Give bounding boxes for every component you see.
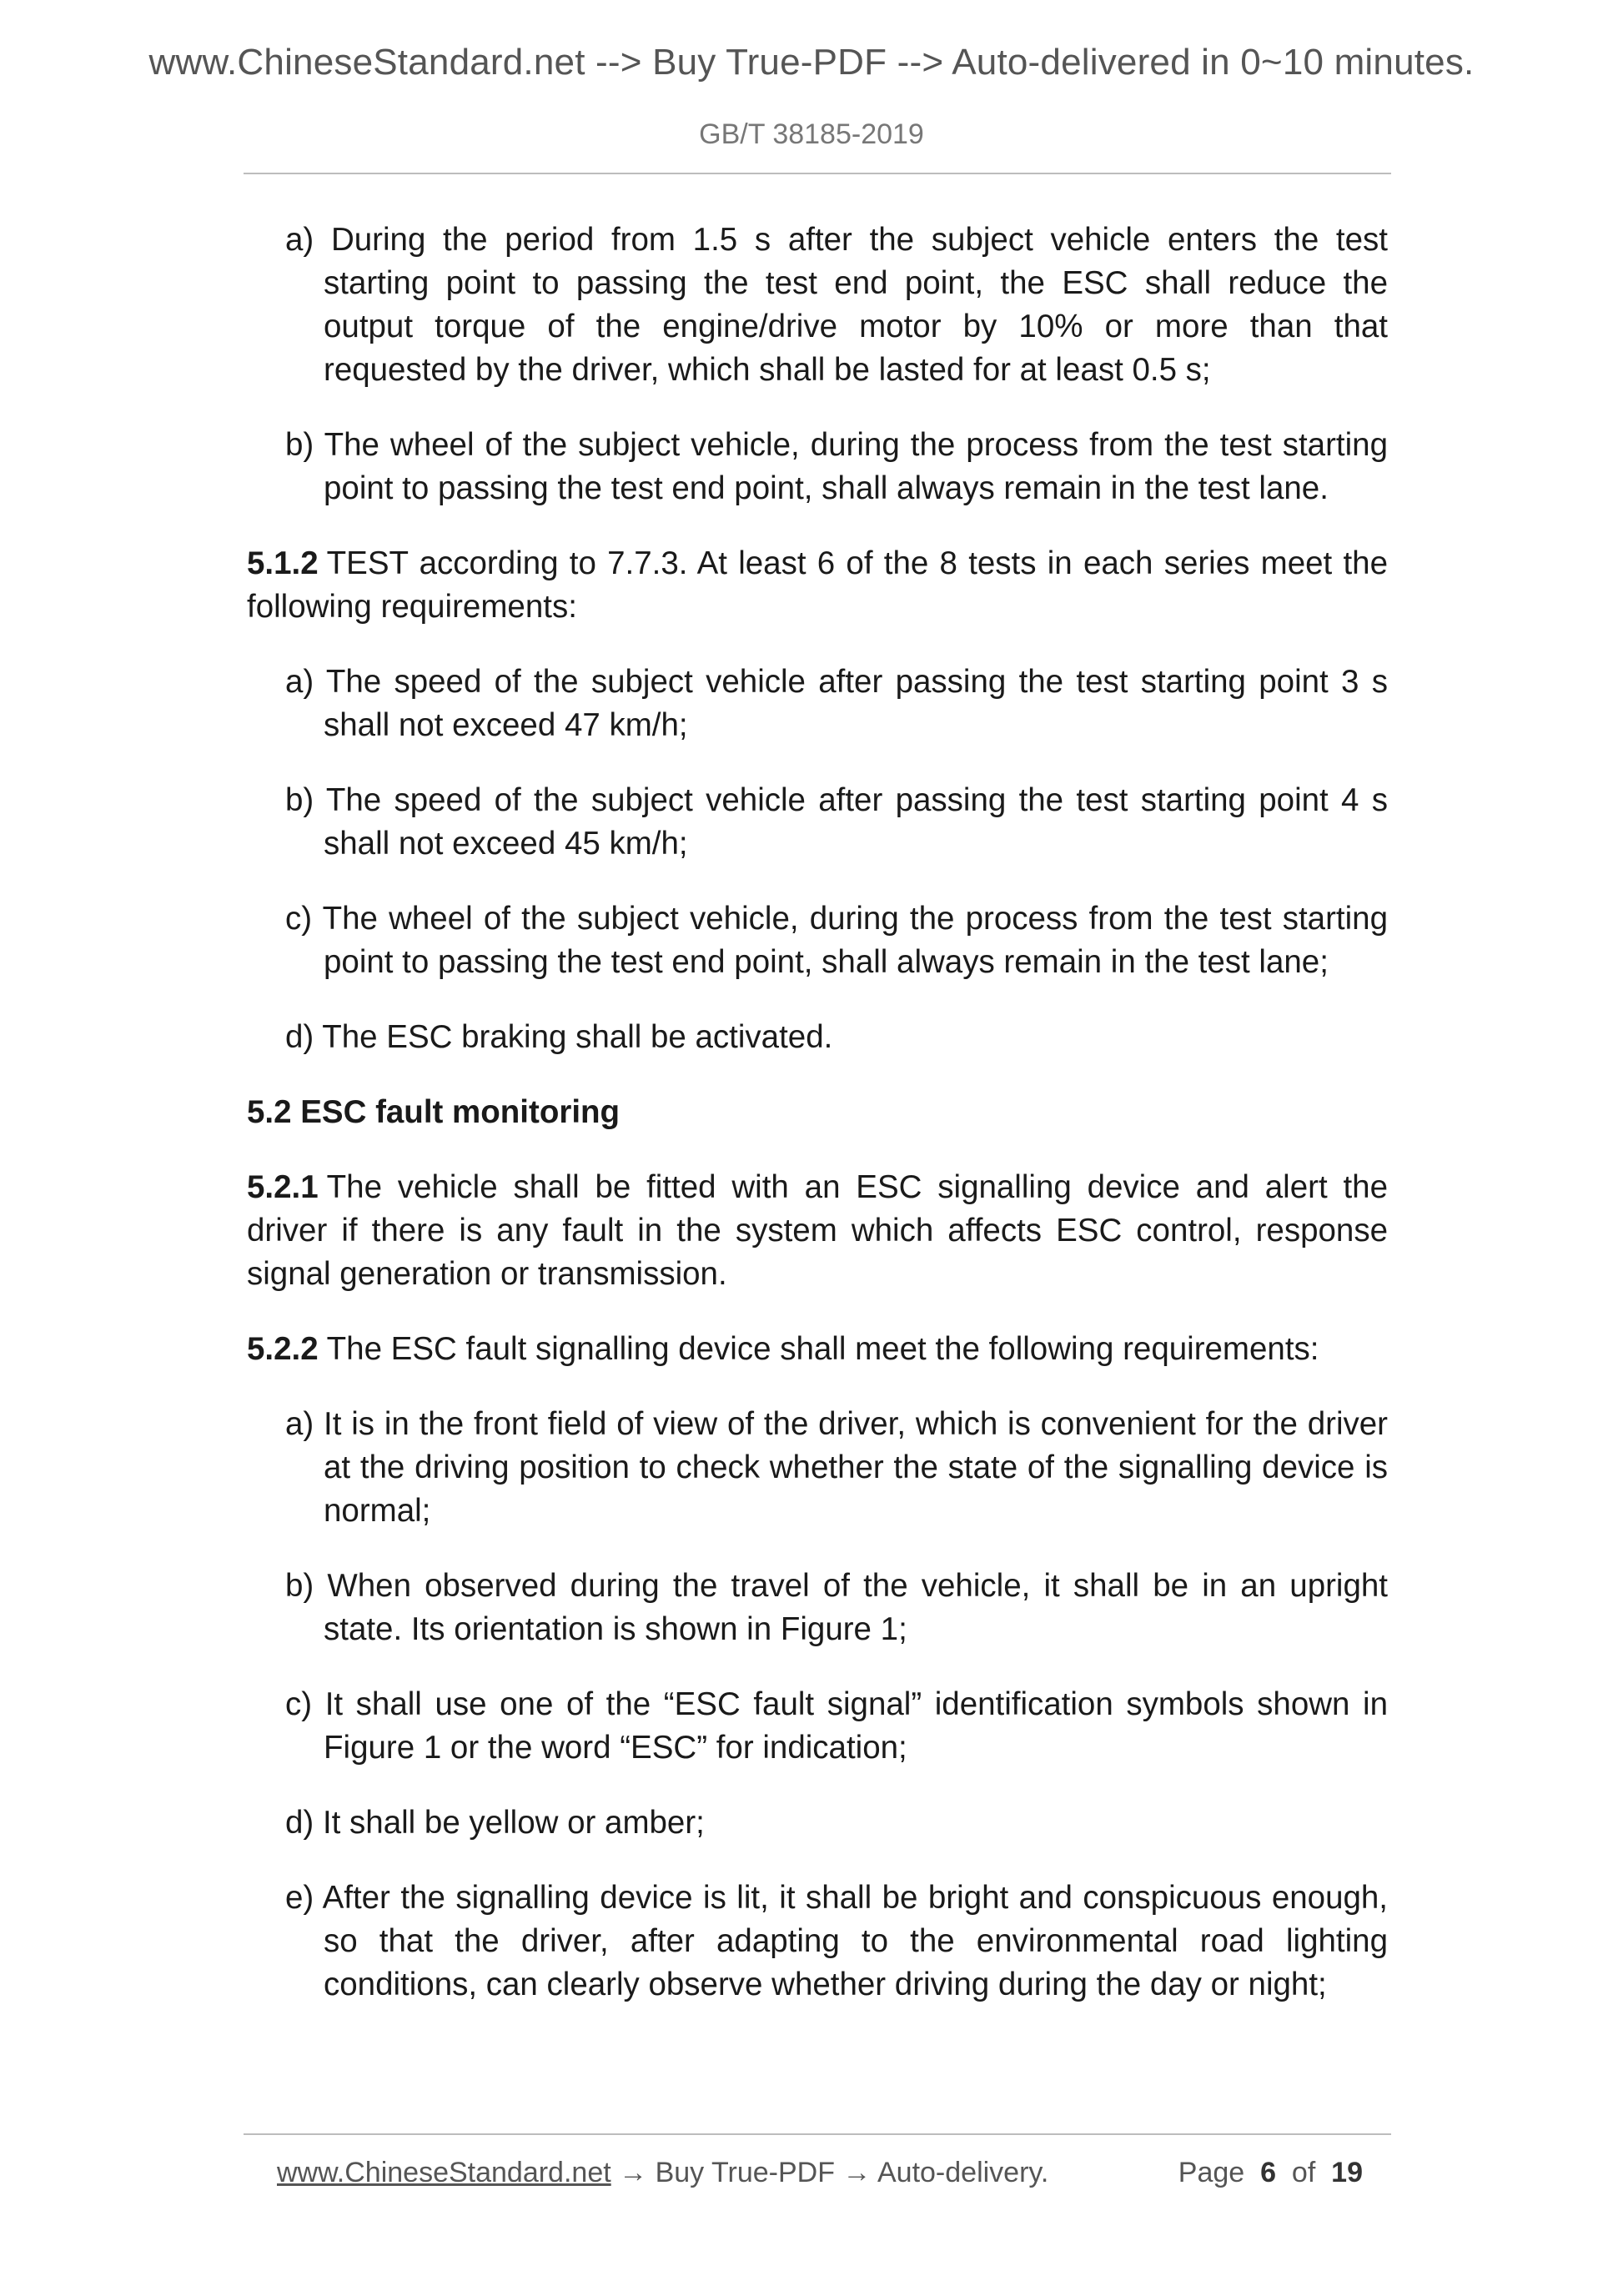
list-item-5-1-2-b (247, 779, 1388, 866)
list-marker: b) (285, 1568, 314, 1604)
clause-number: 5.1.2 (247, 545, 319, 581)
standard-code: GB/T 38185-2019 (699, 118, 924, 150)
list-item-5-1-2-a (247, 661, 1388, 747)
list-item-text: The speed of the subject vehicle after passing the test starting point 4 s shall not exceed 45 km/h; (324, 782, 1388, 862)
list-marker: b) (285, 782, 314, 818)
list-item-5-2-2-b (247, 1565, 1388, 1651)
footer-promo-text: → Buy True-PDF → Auto-delivery. (611, 2157, 1049, 2188)
top-banner: www.ChineseStandard.net --> Buy True-PDF --> Auto-delivered in 0~10 minutes. (148, 42, 1475, 83)
list-marker: a) (285, 664, 314, 700)
clause-5-1-2 (247, 542, 1388, 629)
list-item-5-1-2-c (247, 897, 1388, 984)
list-item-text: During the period from 1.5 s after the subject vehicle enters the test starting point to passing the test end point, the ESC shall reduce the output torque of the engine/drive motor by 10% or more than that requested by the driver, which shall be lasted for at least 0.5 s; (324, 222, 1388, 388)
list-item-text: When observed during the travel of the vehicle, it shall be in an upright state. Its orientation is shown in Figure 1; (324, 1568, 1389, 1647)
list-item-text: The wheel of the subject vehicle, during the process from the test starting point to passing the test end point, shall always remain in the test lane; (322, 901, 1388, 980)
clause-text: The vehicle shall be fitted with an ESC signalling device and alert the driver if there is any fault in the system which affects ESC control, response signal generation or transmission. (247, 1169, 1388, 1292)
list-item-text: The wheel of the subject vehicle, during the process from the test starting point to passing the test end point, shall always remain in the test lane. (324, 427, 1388, 506)
page-counter (1178, 2157, 1363, 2189)
list-item-text: The speed of the subject vehicle after passing the test starting point 3 s shall not exceed 47 km/h; (324, 664, 1388, 743)
list-item-5-2-2-a (247, 1403, 1388, 1533)
page-current: 6 (1260, 2157, 1276, 2188)
list-item-5-1-1-b (247, 424, 1388, 510)
list-item-text: It is in the front field of view of the driver, which is convenient for the driver at the driving position to check whether the state of the signalling device is normal; (324, 1406, 1388, 1529)
clause-number: 5.2.2 (247, 1331, 319, 1367)
page-word: Page (1178, 2157, 1245, 2188)
clause-5-2-1 (247, 1166, 1388, 1296)
list-marker: d) (285, 1805, 314, 1841)
list-item-text: It shall use one of the “ESC fault signal” identification symbols shown in Figure 1 or the word “ESC” for indication; (324, 1686, 1389, 1766)
of-word: of (1291, 2157, 1316, 2188)
list-item-5-2-2-c (247, 1683, 1388, 1770)
list-marker: c) (285, 1686, 313, 1722)
document-body (247, 219, 1388, 2038)
clause-number: 5.2.1 (247, 1169, 319, 1205)
section-heading-5-2: 5.2 ESC fault monitoring (247, 1094, 621, 1130)
list-item-5-1-1-a (247, 219, 1388, 392)
footer-site-link[interactable]: www.ChineseStandard.net (277, 2157, 611, 2188)
clause-5-2-2 (247, 1328, 1388, 1371)
list-item-5-1-2-d (247, 1016, 1388, 1059)
list-marker: a) (285, 1406, 314, 1442)
list-marker: a) (285, 222, 314, 258)
clause-text: The ESC fault signalling device shall meet the following requirements: (326, 1331, 1319, 1367)
page-footer (244, 2133, 1391, 2200)
list-marker: b) (285, 427, 314, 463)
list-marker: e) (285, 1880, 314, 1916)
page-total: 19 (1331, 2157, 1363, 2188)
list-item-text: It shall be yellow or amber; (322, 1805, 705, 1841)
footer-promo (277, 2157, 1048, 2189)
list-item-text: The ESC braking shall be activated. (322, 1019, 833, 1055)
list-item-5-2-2-d (247, 1801, 1388, 1845)
clause-text: TEST according to 7.7.3. At least 6 of the 8 tests in each series meet the following requirements: (247, 545, 1388, 625)
list-item-text: After the signalling device is lit, it shall be bright and conspicuous enough, so that the driver, after adapting to the environmental road lighting conditions, can clearly observe whether driving during the day or night; (322, 1880, 1388, 2002)
list-item-5-2-2-e (247, 1876, 1388, 2007)
list-marker: c) (285, 901, 313, 937)
list-marker: d) (285, 1019, 314, 1055)
header-divider (244, 173, 1391, 174)
